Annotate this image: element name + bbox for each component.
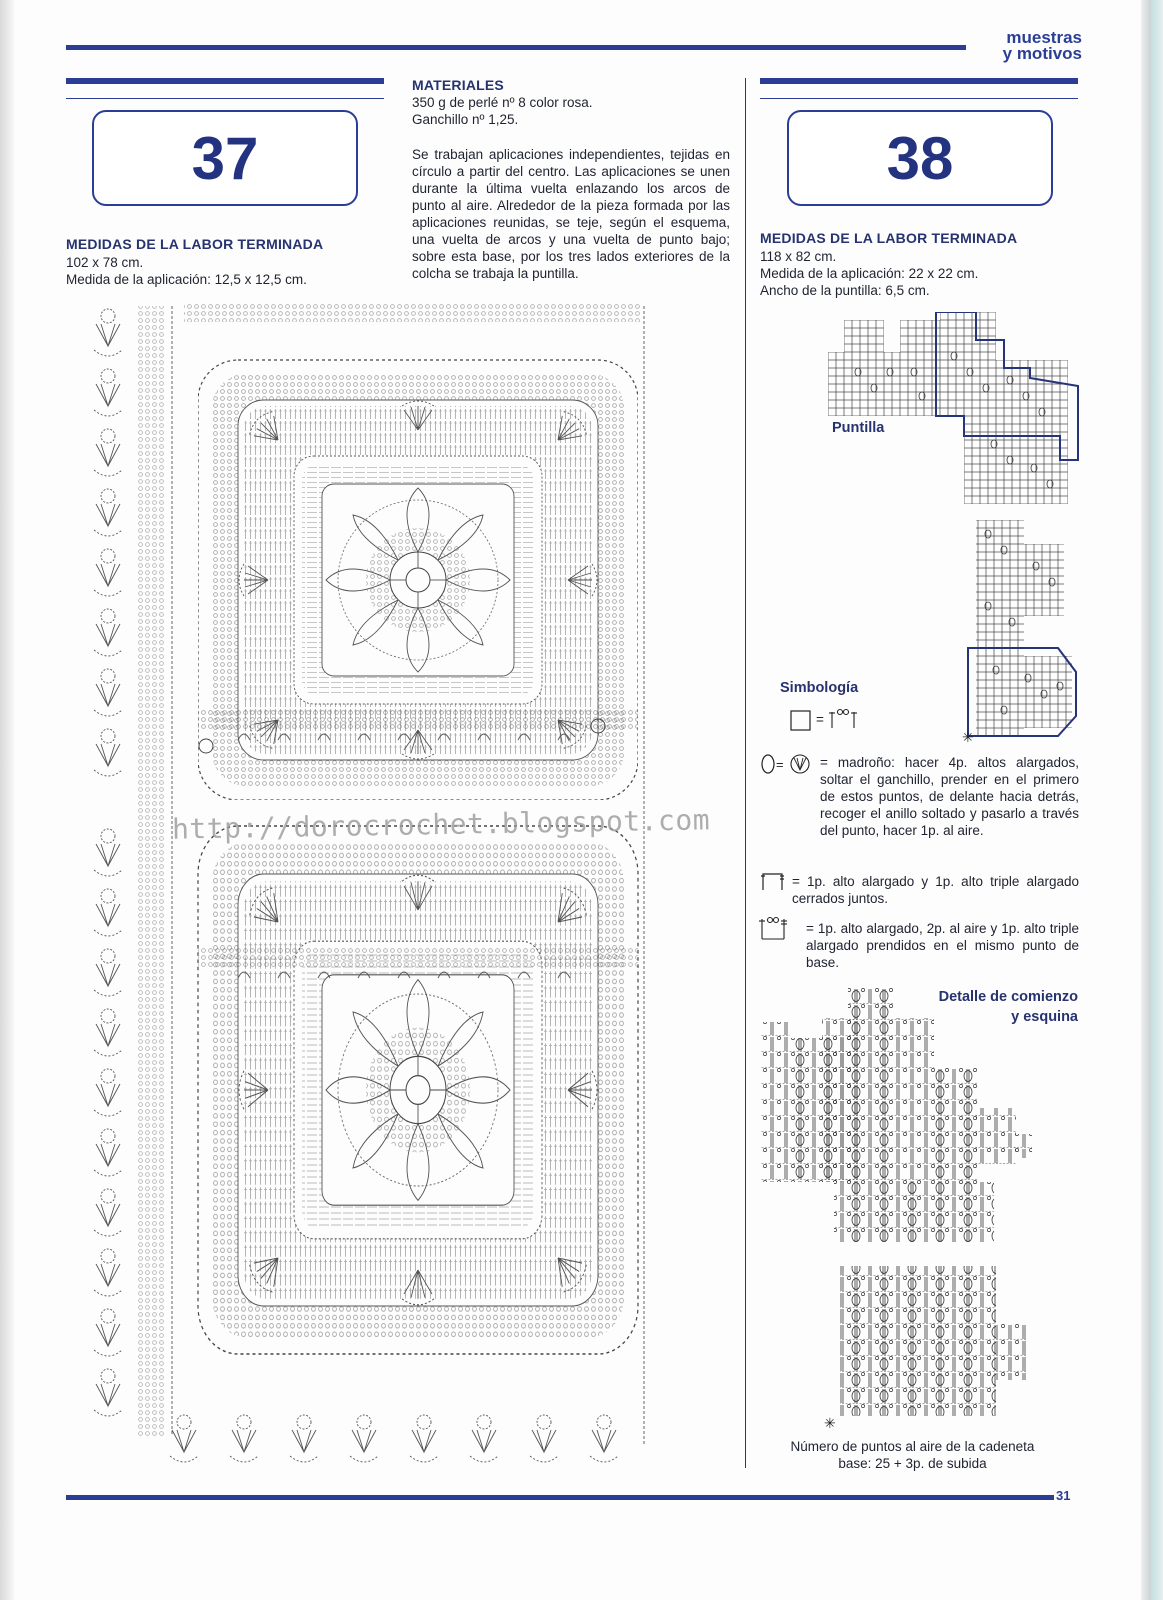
pattern38-number-box xyxy=(787,110,1053,206)
madrono-symbol xyxy=(760,752,820,778)
madrono-icon xyxy=(760,752,816,778)
v-stitch-symbol-icon xyxy=(758,915,790,943)
page-number: 31 xyxy=(1056,1488,1071,1503)
pattern37-top-rule xyxy=(66,78,384,84)
symbol-3-description: = 1p. alto alargado y 1p. alto triple alargado cerrados juntos. xyxy=(792,874,1079,906)
symbol-row-1 xyxy=(790,708,870,732)
section-title-line2: y motivos xyxy=(1002,44,1082,63)
pattern38-size: 118 x 82 cm. xyxy=(760,249,837,264)
svg-text:✳: ✳ xyxy=(824,1415,836,1431)
header-rule xyxy=(66,45,966,50)
puntilla-grid-chart xyxy=(828,312,1086,508)
pattern38-number: 38 xyxy=(886,124,954,192)
pattern38-edging-width: Ancho de la puntilla: 6,5 cm. xyxy=(760,283,930,298)
pattern37-size: 102 x 78 cm. xyxy=(66,255,144,270)
material-hook: Ganchillo nº 1,25. xyxy=(412,112,519,127)
pattern37-instructions: Se trabajan aplicaciones independientes, tejidas en círculo a partir del centro. Las aplicaciones se unen durante la última vuelta enlazando los arcos de punto al aire. Alrededor de la pieza formada por las aplicaciones reunidas, se teje, según el esquema, una vuelta de arcos y una vuelta de punto bajo; sobre esta base, por los tres lados exteriores de la colcha se trabaja la puntilla. xyxy=(412,147,730,281)
detail-title-line2: y esquina xyxy=(1011,1009,1078,1025)
page-binding-edge xyxy=(0,0,14,1600)
materials-title: MATERIALES xyxy=(412,77,504,93)
pattern37-crochet-chart xyxy=(88,296,658,1474)
detail-title-line1: Detalle de comienzo xyxy=(938,989,1078,1005)
column-separator xyxy=(745,78,746,1468)
pattern38-applique-size: Medida de la aplicación: 22 x 22 cm. xyxy=(760,266,979,281)
symbol-2-description: = madroño: hacer 4p. altos alargados, soltar el ganchillo, prender en el primero de estos puntos, de delante hacia detrás, recoger el anillo soltado y pasarlo a través del punto, hacer 1p. al aire. xyxy=(820,755,1079,838)
svg-text:✳: ✳ xyxy=(962,729,974,744)
symbol-4-description: = 1p. alto alargado, 2p. al aire y 1p. alto triple alargado prendidos en el mismo punto de base. xyxy=(806,921,1079,970)
footer-rule xyxy=(66,1495,1054,1500)
stitch-group-icon xyxy=(828,708,860,730)
symbols-title: Simbología xyxy=(780,680,859,696)
symbol-1-equals: = xyxy=(816,712,824,727)
pattern38-measures-title: MEDIDAS DE LA LABOR TERMINADA xyxy=(760,230,1018,246)
pattern37-measures-title: MEDIDAS DE LA LABOR TERMINADA xyxy=(66,236,324,252)
material-yarn: 350 g de perlé nº 8 color rosa. xyxy=(412,95,593,110)
puntilla-side-chart xyxy=(962,520,1082,744)
detail-crochet-chart xyxy=(758,988,1043,1434)
footnote: Número de puntos al aire de la cadeneta base: 25 + 3p. de subida xyxy=(790,1439,1035,1471)
page-side-edge xyxy=(1141,0,1163,1600)
pattern37-thin-rule xyxy=(66,98,384,99)
pattern37-number: 37 xyxy=(191,124,259,192)
pattern38-thin-rule xyxy=(760,98,1078,99)
svg-text:=: = xyxy=(776,757,784,772)
cluster-symbol-icon xyxy=(760,870,788,892)
section-title xyxy=(974,30,1082,62)
puntilla-label: Puntilla xyxy=(832,420,885,436)
pattern37-number-box xyxy=(92,110,358,206)
pattern38-top-rule xyxy=(760,78,1078,84)
watermark: http://dorocrochet.blogspot.com xyxy=(171,803,711,846)
square-symbol-icon xyxy=(790,710,812,732)
pattern37-applique-size: Medida de la aplicación: 12,5 x 12,5 cm. xyxy=(66,272,307,287)
section-title-line1: muestras xyxy=(1006,28,1082,47)
